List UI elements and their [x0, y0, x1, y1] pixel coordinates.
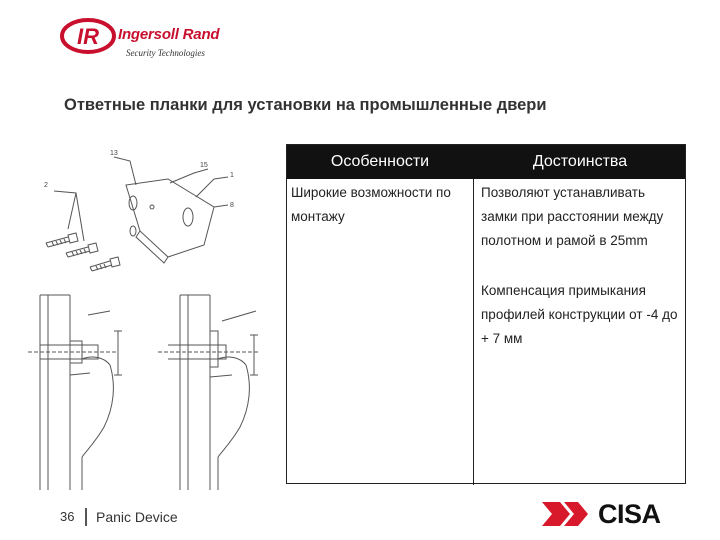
table-header-row [287, 145, 685, 179]
features-benefits-table [286, 144, 686, 484]
cisa-logo-text: CISA [598, 499, 661, 529]
callout-label: 15 [200, 162, 208, 169]
cisa-logo-mark [540, 498, 596, 530]
ingersoll-rand-logo [60, 16, 250, 66]
technical-drawing [18, 145, 286, 490]
section-view-right [158, 295, 258, 490]
page-number: 36 [60, 509, 75, 524]
brand-subtitle: Security Technologies [126, 48, 205, 58]
strike-plate-outline [126, 179, 214, 257]
column-divider [473, 179, 474, 485]
benefit-cell: Компенсация примыкания профилей конструкции от -4 до + 7 мм [481, 283, 678, 346]
section-view-left [28, 295, 122, 490]
footer-label: Panic Device [96, 509, 178, 525]
callout-label: 13 [110, 150, 118, 157]
plate-hole [183, 208, 193, 226]
brand-name: Ingersoll Rand [118, 26, 220, 43]
callout-label: 8 [230, 202, 234, 209]
screw-3 [90, 257, 120, 271]
cisa-logo [540, 498, 670, 530]
feature-cell: Широкие возможности по монтажу [291, 185, 451, 224]
screw-1 [46, 233, 78, 247]
callout-label: 2 [44, 182, 48, 189]
ir-logo-mark [60, 16, 120, 56]
callout-label: 1 [230, 172, 234, 179]
footer-divider [85, 508, 87, 526]
header-benefits: Достоинства [532, 153, 628, 170]
svg-text:IR: IR [77, 24, 99, 49]
slide-title: Ответные планки для установки на промышленные двери [64, 96, 547, 114]
screw-2 [66, 243, 98, 257]
header-features: Особенности [330, 153, 430, 170]
benefit-cell: Позволяют устанавливать замки при расстоянии между полотном и рамой в 25mm [481, 185, 664, 248]
